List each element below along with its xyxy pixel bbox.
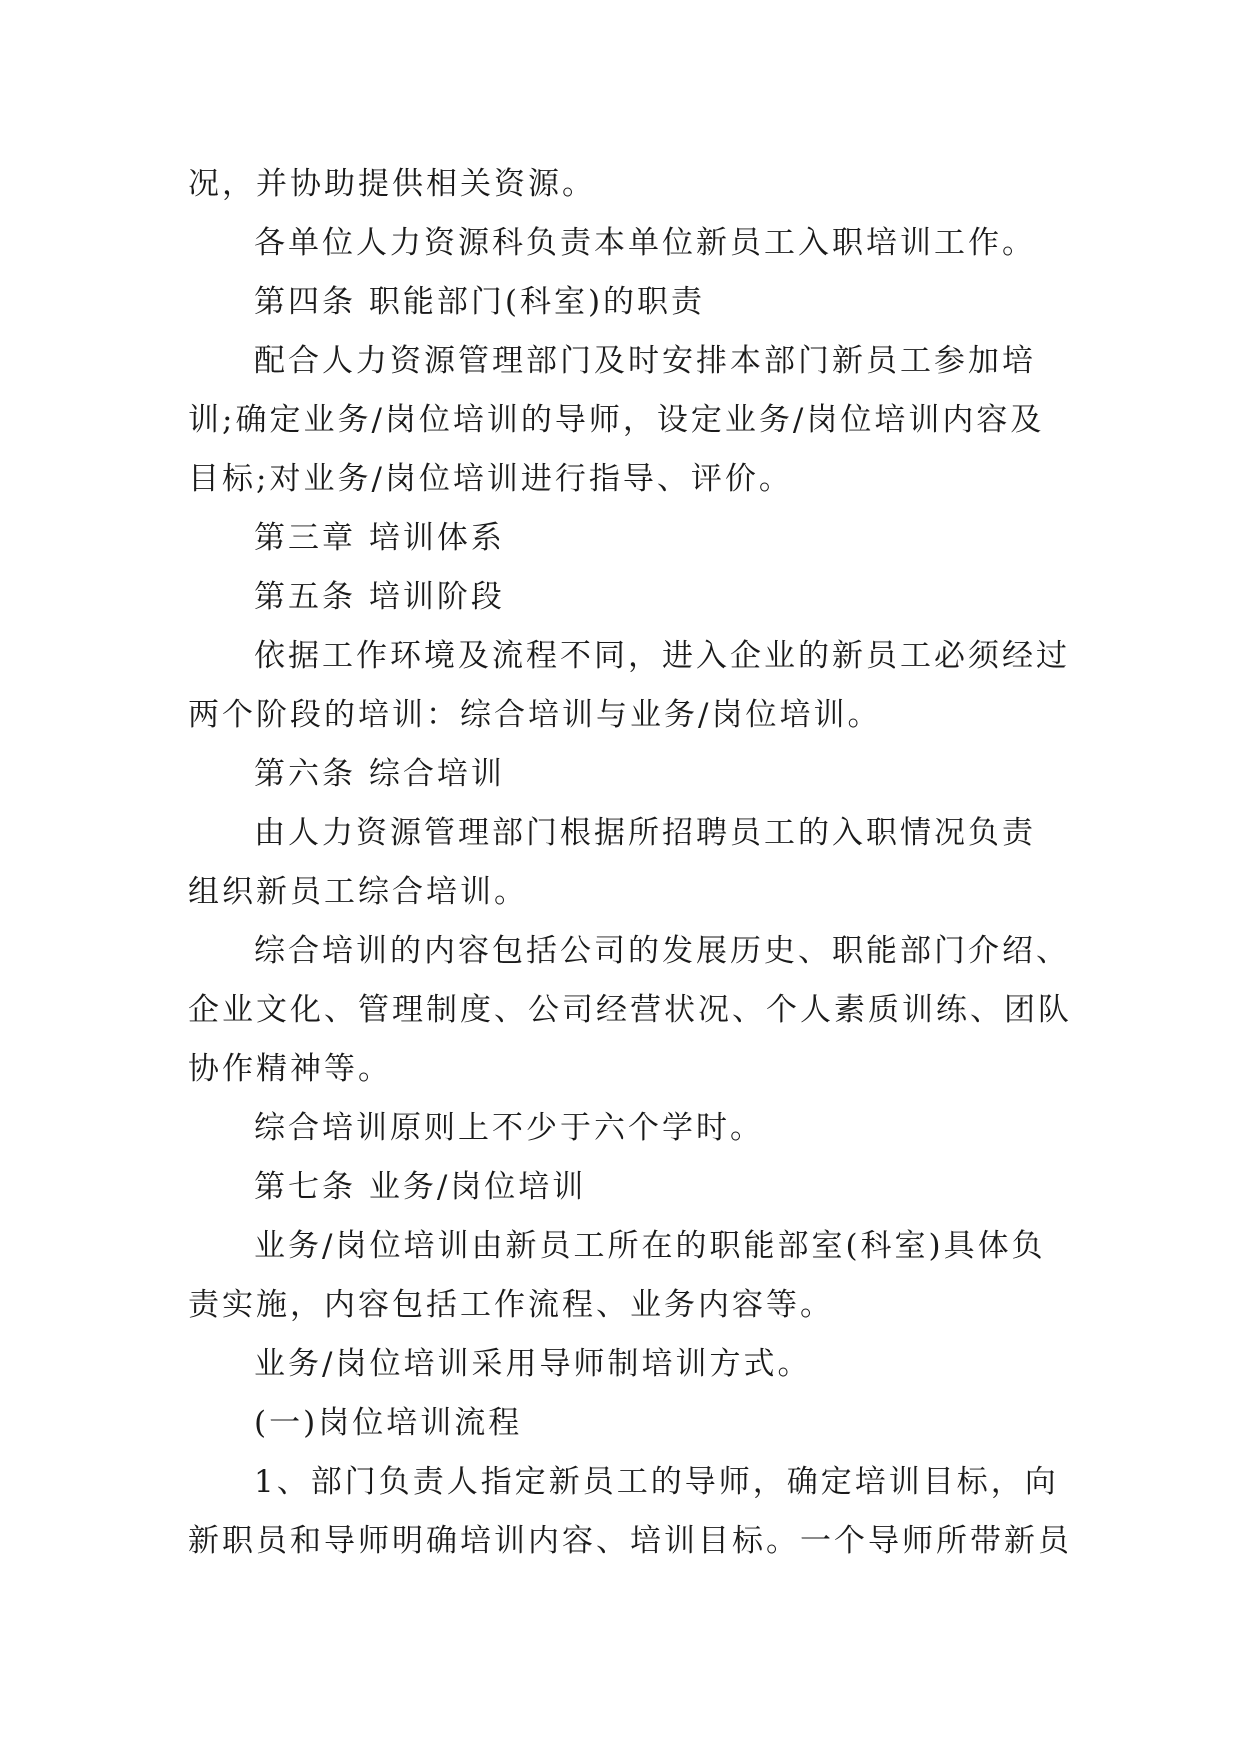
paragraph-line: 两个阶段的培训：综合培训与业务/岗位培训。 [188, 697, 882, 733]
paragraph-line: 新职员和导师明确培训内容、培训目标。一个导师所带新员 [188, 1523, 1072, 1559]
paragraph-line: 况，并协助提供相关资源。 [188, 166, 596, 202]
article-heading: 第五条 培训阶段 [254, 579, 505, 615]
document-body [188, 155, 1072, 1571]
article-heading: 第七条 业务/岗位培训 [254, 1169, 587, 1205]
paragraph-line: 业务/岗位培训由新员工所在的职能部室(科室)具体负 [254, 1228, 1046, 1264]
paragraph-line: 各单位人力资源科负责本单位新员工入职培训工作。 [254, 225, 1036, 261]
paragraph-line: 协作精神等。 [188, 1051, 392, 1087]
paragraph-line: 由人力资源管理部门根据所招聘员工的入职情况负责 [254, 815, 1036, 851]
paragraph-line: 综合培训的内容包括公司的发展历史、职能部门介绍、 [254, 933, 1070, 969]
section-heading: (一)岗位培训流程 [254, 1405, 523, 1441]
paragraph-line: 配合人力资源管理部门及时安排本部门新员工参加培 [254, 343, 1036, 379]
paragraph-line: 责实施，内容包括工作流程、业务内容等。 [188, 1287, 834, 1323]
paragraph-line: 组织新员工综合培训。 [188, 874, 528, 910]
article-heading: 第四条 职能部门(科室)的职责 [254, 284, 706, 320]
list-item: 1、部门负责人指定新员工的导师，确定培训目标，向 [254, 1464, 1059, 1500]
paragraph-line: 目标;对业务/岗位培训进行指导、评价。 [188, 461, 793, 497]
chapter-heading: 第三章 培训体系 [254, 520, 505, 556]
paragraph-line: 业务/岗位培训采用导师制培训方式。 [254, 1346, 812, 1382]
paragraph-line: 依据工作环境及流程不同，进入企业的新员工必须经过 [254, 638, 1070, 674]
paragraph-line: 训;确定业务/岗位培训的导师，设定业务/岗位培训内容及 [188, 402, 1045, 438]
paragraph-line: 综合培训原则上不少于六个学时。 [254, 1110, 764, 1146]
paragraph-line: 企业文化、管理制度、公司经营状况、个人素质训练、团队 [188, 992, 1072, 1028]
article-heading: 第六条 综合培训 [254, 756, 505, 792]
